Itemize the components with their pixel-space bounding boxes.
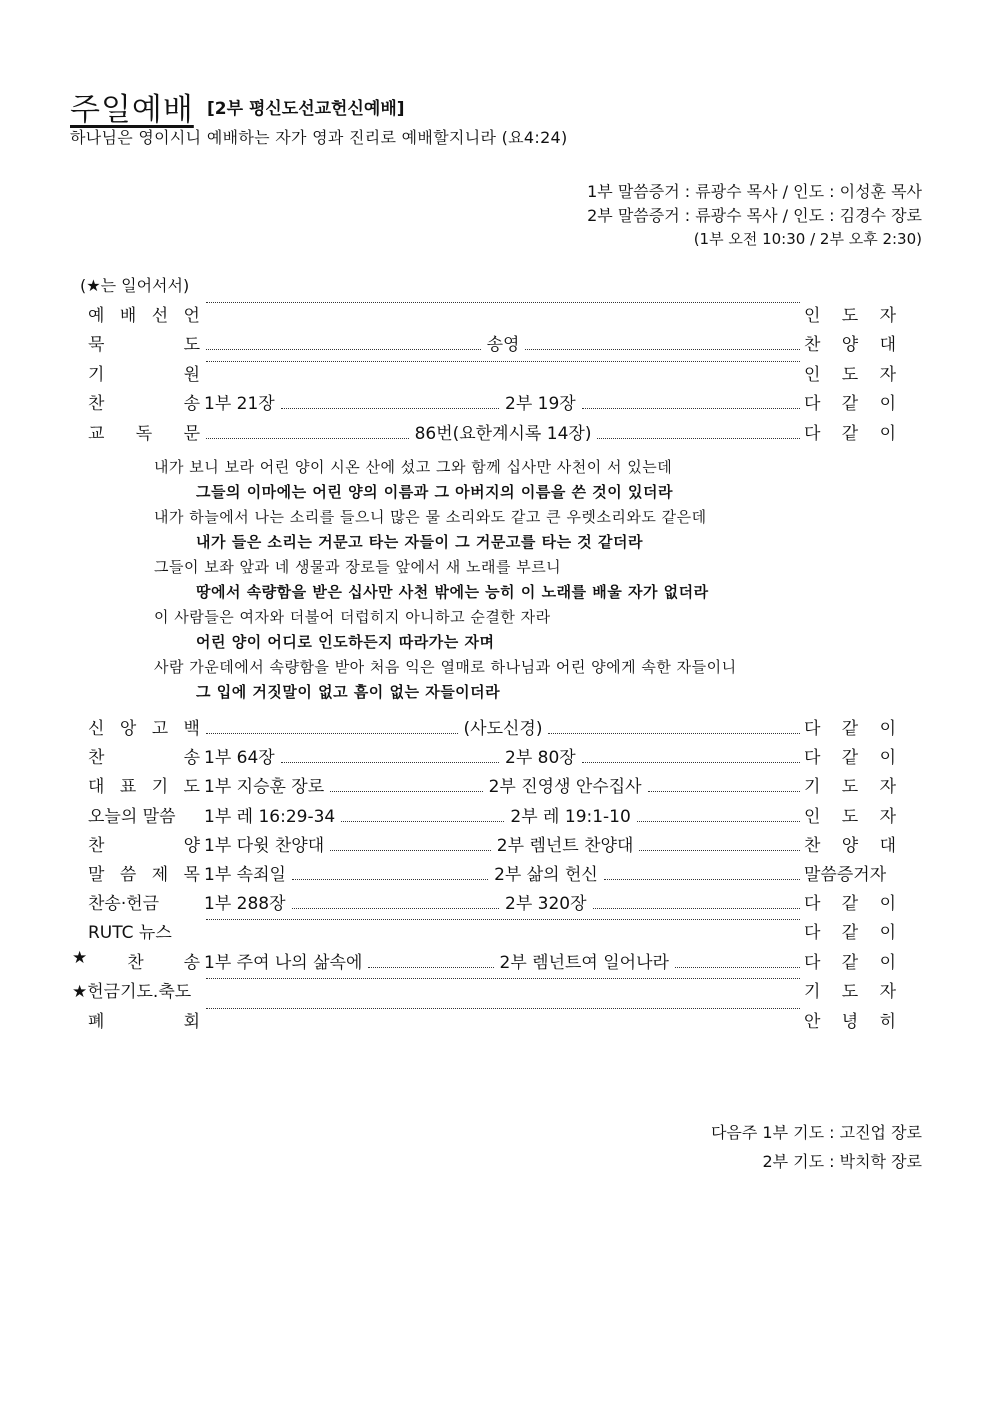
page-subtitle: [2부 평신도선교헌신예배] [207, 99, 405, 119]
order-role: 인 도 자 [804, 306, 896, 326]
reading-response-line: 땅에서 속량함을 받은 십사만 사천 밖에는 능히 이 노래를 배울 자가 없더라 [196, 583, 709, 601]
order-detail [204, 977, 802, 984]
order-label: RUTC 뉴스 [88, 923, 172, 943]
second-service-detail: 2부 렘넌트여 일어나라 [499, 953, 669, 973]
dot-leader [281, 407, 499, 409]
order-label: 교 독 문 [88, 424, 200, 444]
order-role: 인 도 자 [804, 807, 896, 827]
dot-leader [206, 348, 481, 350]
header-verse: 하나님은 영이시니 예배하는 자가 영과 진리로 예배할지니라 (요4:24) [70, 128, 568, 147]
dot-leader [206, 360, 800, 362]
order-role: 다 같 이 [804, 894, 896, 914]
dot-leader [206, 732, 458, 734]
order-row [88, 714, 920, 742]
first-service-detail: 1부 속죄일 [204, 865, 286, 885]
first-service-detail: 1부 64장 [204, 748, 275, 768]
order-row [88, 860, 920, 888]
order-row [88, 330, 920, 358]
order-role: 인 도 자 [804, 365, 896, 385]
first-service-detail: 1부 주여 나의 삶속에 [204, 953, 363, 973]
dot-leader [648, 790, 800, 792]
order-detail [204, 389, 802, 414]
dot-leader [604, 878, 800, 880]
order-row [88, 419, 920, 447]
order-detail [204, 889, 802, 914]
order-detail-text: (사도신경) [463, 719, 543, 739]
dot-leader [593, 907, 800, 909]
order-role: 다 같 이 [804, 923, 896, 943]
order-detail [204, 802, 802, 827]
order-label: 찬 송 [88, 394, 200, 414]
preacher-line-1: 1부 말씀증거 : 류광수 목사 / 인도 : 이성훈 목사 [587, 182, 922, 201]
dot-leader [582, 761, 800, 763]
next-week-prayer-1: 다음주 1부 기도 : 고진업 장로 [710, 1123, 922, 1142]
second-service-detail: 2부 삶의 헌신 [494, 865, 598, 885]
order-role: 찬 양 대 [804, 335, 896, 355]
order-label: 찬송·헌금 [88, 894, 160, 914]
order-label: 오늘의 말씀 [88, 807, 176, 827]
order-label: 찬 송 [88, 748, 200, 768]
dot-leader [330, 849, 491, 851]
reading-leader-line: 그들이 보좌 앞과 네 생물과 장로들 앞에서 새 노래를 부르니 [154, 558, 562, 576]
order-detail [204, 301, 802, 308]
first-service-detail: 1부 다윗 찬양대 [204, 836, 325, 856]
order-detail [204, 918, 802, 925]
dot-leader [281, 761, 499, 763]
order-detail [204, 330, 802, 355]
reading-leader-line: 내가 보니 보라 어린 양이 시온 산에 섰고 그와 함께 십사만 사천이 서 있는데 [154, 458, 673, 476]
page-title: 주일예배 [70, 92, 194, 128]
order-row [88, 802, 920, 830]
order-detail [204, 1007, 802, 1014]
order-row [88, 743, 920, 771]
reading-response-line: 내가 들은 소리는 거문고 타는 자들이 그 거문고를 타는 것 같더라 [196, 533, 643, 551]
order-detail-text: 송영 [486, 335, 520, 355]
order-role: 기 도 자 [804, 777, 896, 797]
order-label: 예 배 선 언 [88, 306, 200, 326]
order-detail [204, 743, 802, 768]
order-label: 신 앙 고 백 [88, 719, 200, 739]
order-row [88, 301, 920, 329]
dot-leader [206, 301, 800, 303]
order-role: 다 같 이 [804, 394, 896, 414]
dot-leader [206, 918, 800, 920]
dot-leader [292, 907, 499, 909]
order-detail [204, 948, 802, 973]
order-detail [204, 860, 802, 885]
order-role: 말씀증거자 [804, 865, 887, 885]
order-role: 찬 양 대 [804, 836, 896, 856]
order-role: 다 같 이 [804, 953, 896, 973]
order-role: 기 도 자 [804, 982, 896, 1002]
first-service-detail: 1부 지승훈 장로 [204, 777, 325, 797]
service-times: (1부 오전 10:30 / 2부 오후 2:30) [693, 230, 922, 248]
order-role: 다 같 이 [804, 424, 896, 444]
dot-leader [206, 977, 800, 979]
dot-leader [637, 820, 800, 822]
order-row [88, 831, 920, 859]
order-role: 안 녕 히 [804, 1012, 896, 1032]
order-label: 말 씀 제 목 [88, 865, 200, 885]
next-week-prayer-2: 2부 기도 : 박치학 장로 [762, 1152, 922, 1171]
order-detail [204, 419, 802, 444]
second-service-detail: 2부 19장 [505, 394, 576, 414]
order-row [88, 889, 920, 917]
second-service-detail: 2부 320장 [505, 894, 587, 914]
dot-leader [368, 966, 493, 968]
preacher-line-2: 2부 말씀증거 : 류광수 목사 / 인도 : 김경수 장로 [587, 206, 922, 225]
dot-leader [341, 820, 504, 822]
dot-leader [675, 966, 800, 968]
order-role: 다 같 이 [804, 748, 896, 768]
order-label: 기 원 [88, 365, 200, 385]
dot-leader [525, 348, 800, 350]
order-row [88, 360, 920, 388]
second-service-detail: 2부 레 19:1-10 [510, 807, 631, 827]
first-service-detail: 1부 21장 [204, 394, 275, 414]
second-service-detail: 2부 진영생 안수집사 [488, 777, 642, 797]
order-row [88, 389, 920, 417]
order-label: 찬 양 [88, 836, 200, 856]
order-row [72, 977, 920, 1005]
dot-leader [582, 407, 800, 409]
reading-leader-line: 사람 가운데에서 속량함을 받아 처음 익은 열매로 하나님과 어린 양에게 속한 자들이니 [154, 658, 737, 676]
order-detail-text: 86번(요한계시록 14장) [414, 424, 592, 444]
order-label: 묵 도 [88, 335, 200, 355]
order-role: 다 같 이 [804, 719, 896, 739]
order-detail [204, 714, 802, 739]
first-service-detail: 1부 288장 [204, 894, 286, 914]
dot-leader [639, 849, 800, 851]
order-detail [204, 772, 802, 797]
reading-response-line: 그들의 이마에는 어린 양의 이름과 그 아버지의 이름을 쓴 것이 있더라 [196, 483, 673, 501]
order-row [72, 948, 920, 976]
order-detail [204, 831, 802, 856]
second-service-detail: 2부 80장 [505, 748, 576, 768]
reading-leader-line: 내가 하늘에서 나는 소리를 들으니 많은 물 소리와도 같고 큰 우렛소리와도 같은데 [154, 508, 707, 526]
reading-response-line: 그 입에 거짓말이 없고 흠이 없는 자들이더라 [196, 683, 501, 701]
dot-leader [548, 732, 800, 734]
order-label: ★헌금기도.축도 [72, 982, 192, 1002]
dot-leader [292, 878, 488, 880]
dot-leader [597, 437, 800, 439]
reading-leader-line: 이 사람들은 여자와 더불어 더럽히지 아니하고 순결한 자라 [154, 608, 551, 626]
second-service-detail: 2부 렘넌트 찬양대 [496, 836, 634, 856]
dot-leader [206, 1007, 800, 1009]
reading-response-line: 어린 양이 어디로 인도하든지 따라가는 자며 [196, 633, 495, 651]
order-label: 대 표 기 도 [88, 777, 200, 797]
order-label: 폐 회 [88, 1012, 200, 1032]
order-row [88, 918, 920, 946]
first-service-detail: 1부 레 16:29-34 [204, 807, 336, 827]
dot-leader [206, 437, 409, 439]
order-detail [204, 360, 802, 367]
order-row [88, 772, 920, 800]
dot-leader [330, 790, 482, 792]
order-label: ★ 찬 송 [72, 948, 200, 973]
standing-note: (★는 일어서서) [80, 276, 190, 295]
order-row [88, 1007, 920, 1035]
